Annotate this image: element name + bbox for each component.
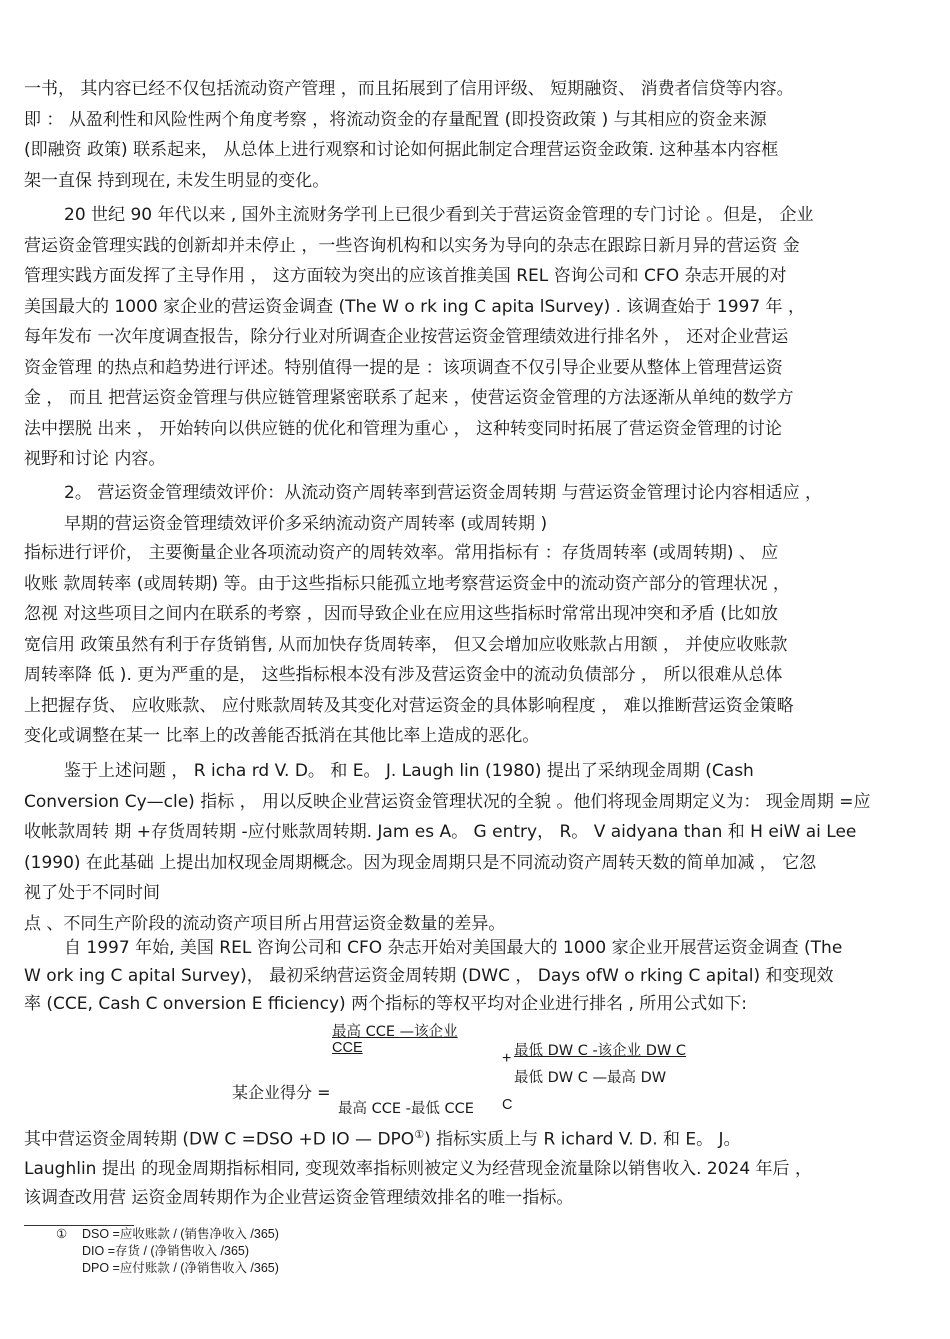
section-heading: 2。 营运资金管理绩效评价：从流动资产周转率到营运资金周转期 与营运资金管理讨论内容相适应 ，	[64, 483, 823, 503]
formula-text: CCE	[332, 1040, 363, 1056]
text-line: 架一直保 持到现在, 未发生明显的变化。	[24, 170, 330, 191]
text-line: 忽视 对这些项目之间内在联系的考察 ，因而导致企业在应用这些指标时常常出现冲突和矛盾 (比如放	[24, 604, 778, 624]
paragraph-5	[24, 756, 904, 939]
text-line: 营运资金管理实践的创新却并未停止 ，一些咨询机构和以实务为导向的杂志在跟踪日新月异的营运资 金	[24, 235, 800, 256]
text-line: (即融资 政策) 联系起来， 从总体上进行观察和讨论如何据此制定合理营运资金政策. 这种基本内容框	[24, 140, 779, 160]
text-span: ) 指标实质上与 R ichard V. D. 和 E。 J。	[424, 1129, 741, 1150]
paragraph-3	[24, 478, 904, 539]
text-line: 点 、不同生产阶段的流动资产项目所占用营运资金数量的差异。	[24, 913, 506, 934]
text-line: 周转率降 低 ). 更为严重的是， 这些指标根本没有涉及营运资金中的流动负债部分 ， 所以很难从总体	[24, 665, 783, 685]
text-line: (1990) 在此基础 上提出加权现金周期概念。因为现金周期只是不同流动资产周转天数的简单加减 ， 它忽	[24, 852, 817, 873]
text-line: 一书， 其内容已经不仅包括流动资产管理 ，而且拓展到了信用评级、 短期融资、 消费者信贷等内容。	[24, 79, 794, 99]
footnote-reference: ①	[414, 1128, 425, 1141]
formula-text: 最低 DW C —最高 DW	[514, 1070, 667, 1086]
formula-denominator-1	[332, 1040, 363, 1056]
text-line: 该调查改用营 运资金周转期作为企业营运资金管理绩效排名的唯一指标。	[24, 1187, 574, 1208]
formula-text: 最低 DW C -该企业 DW C	[514, 1043, 687, 1059]
footnotes	[82, 1226, 279, 1277]
text-line: 变化或调整在某一 比率上的改善能否抵消在其他比率上造成的恶化。	[24, 726, 540, 746]
formula-text: +	[502, 1050, 512, 1067]
formula-text: 最高 CCE —该企业	[332, 1024, 458, 1040]
text-line: 指标进行评价， 主要衡量企业各项流动资产的周转效率。常用指标有 ：存货周转率 (或周转期) 、 应	[24, 543, 779, 563]
formula-c	[502, 1097, 512, 1113]
formula-numerator-1	[332, 1020, 458, 1041]
text-line: 自 1997 年始, 美国 REL 咨询公司和 CFO 杂志开始对美国最大的 1000 家企业开展营运资金调查 (The	[64, 938, 843, 958]
text-line: 早期的营运资金管理绩效评价多采纳流动资产周转率 (或周转期 )	[64, 513, 548, 534]
text-line: 率 (CCE, Cash C onversion E fficiency) 两个指标的等权平均对企业进行排名 , 所用公式如下:	[24, 994, 748, 1014]
formula-lhs	[232, 1080, 331, 1103]
formula-text: 某企业得分 =	[232, 1083, 331, 1102]
paragraph-4	[24, 538, 904, 752]
formula-numerator-2	[514, 1039, 686, 1060]
footnote-line: DIO =存货 / (净销售收入 /365)	[82, 1244, 250, 1258]
paragraph-1	[24, 74, 904, 196]
text-line	[24, 1120, 904, 1155]
text-line: 管理实践方面发挥了主导作用 ， 这方面较为突出的应该首推美国 REL 咨询公司和 CFO 杂志开展的对	[24, 266, 787, 286]
paragraph-7	[24, 1120, 904, 1213]
text-line: 宽信用 政策虽然有利于存货销售, 从而加快存货周转率， 但又会增加应收账款占用额 ， 并使应收账款	[24, 634, 788, 655]
text-line: 鉴于上述问题 ， R icha rd V. D。 和 E。 J. Laugh lin (1980) 提出了采纳现金周期 (Cash	[64, 761, 754, 781]
footnote-line: DPO =应付账款 / (净销售收入 /365)	[82, 1261, 279, 1275]
footnote-line: DSO =应收账款 / (销售净收入 /365)	[82, 1227, 279, 1241]
text-line: 法中摆脱 出来 ， 开始转向以供应链的优化和管理为重心 ， 这种转变同时拓展了营运资金管理的讨论	[24, 418, 783, 439]
formula-plus-sign	[502, 1050, 511, 1068]
text-line: 上把握存货、 应收账款、 应付账款周转及其变化对营运资金的具体影响程度 ， 难以推断营运资金策略	[24, 695, 794, 716]
formula-text: 最高 CCE -最低 CCE	[338, 1101, 474, 1117]
text-line: 金 ， 而且 把营运资金管理与供应链管理紧密联系了起来 ，使营运资金管理的方法逐渐从单纯的数学方	[24, 388, 794, 408]
text-line: 收账 款周转率 (或周转期) 等。由于这些指标只能孤立地考察营运资金中的流动资产部分的管理状况 ，	[24, 573, 790, 594]
text-line: Conversion Cy—cle) 指标 ， 用以反映企业营运资金管理状况的全貌 。他们将现金周期定义为： 现金周期 =应	[24, 791, 871, 812]
text-span: 其中营运资金周转期 (DW C =DSO +D IO — DPO	[24, 1129, 415, 1150]
paragraph-6	[24, 934, 904, 1018]
footnote-mark	[56, 1226, 67, 1243]
text-line: 收帐款周转 期 +存货周转期 -应付账款周转期. Jam es A。 G entry， R。 V aidyana than 和 H eiW ai Lee	[24, 822, 857, 842]
paragraph-2	[24, 200, 904, 475]
formula-denominator-3	[338, 1097, 474, 1118]
text-line: Laughlin 提出 的现金周期指标相同, 变现效率指标则被定义为经营现金流量除以销售收入. 2024 年后 ，	[24, 1158, 812, 1179]
text-line: 视野和讨论 内容。	[24, 449, 166, 469]
formula-denominator-2	[514, 1066, 666, 1087]
text-line: 美国最大的 1000 家企业的营运资金调查 (The W o rk ing C apita lSurvey) . 该调查始于 1997 年 ，	[24, 296, 805, 317]
text-line: W ork ing C apital Survey)， 最初采纳营运资金周转期 (DWC ， Days ofW o rking C apital) 和变现效	[24, 966, 834, 986]
formula-text: C	[502, 1097, 513, 1113]
text-line: 20 世纪 90 年代以来 , 国外主流财务学刊上已很少看到关于营运资金管理的专门讨论 。但是， 企业	[64, 205, 814, 225]
footnote-mark-text: ①	[56, 1227, 68, 1241]
text-line: 即 ： 从盈利性和风险性两个角度考察 ，将流动资金的存量配置 (即投资政策 ) 与其相应的资金来源	[24, 109, 767, 130]
text-line: 资金管理 的热点和趋势进行评述。特别值得一提的是 ：该项调查不仅引导企业要从整体上管理营运资	[24, 357, 783, 378]
text-line: 每年发布 一次年度调查报告，除分行业对所调查企业按营运资金管理绩效进行排名外 ， 还对企业营运	[24, 327, 789, 347]
text-line: 视了处于不同时间	[24, 883, 160, 903]
